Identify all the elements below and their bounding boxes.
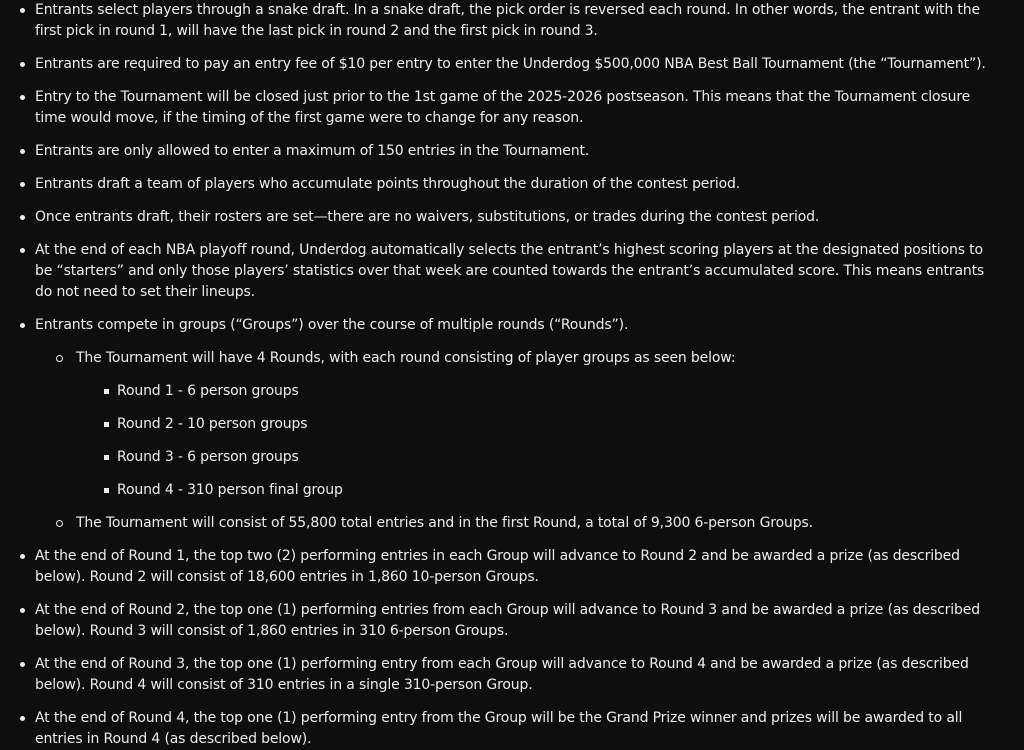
list-item bbox=[0, 708, 1024, 750]
list-item bbox=[0, 0, 1024, 42]
sublist-item-entries bbox=[35, 513, 994, 534]
round-4-item: Round 4 - 310 person final group bbox=[76, 480, 994, 501]
list-item bbox=[0, 54, 1024, 75]
list-item-text: Entrants compete in groups (“Groups”) over the course of multiple rounds (“Rounds”). bbox=[35, 317, 629, 333]
round-3-item: Round 3 - 6 person groups bbox=[76, 447, 994, 468]
list-item bbox=[0, 174, 1024, 195]
list-item bbox=[0, 87, 1024, 129]
sublist-item-text: The Tournament will consist of 55,800 total entries and in the first Round, a total of 9,300 6-person Groups. bbox=[76, 515, 813, 531]
list-item bbox=[0, 654, 1024, 696]
list-item-text: Once entrants draft, their rosters are set—there are no waivers, substitutions, or trades during the contest period. bbox=[35, 209, 820, 225]
rounds-sublist bbox=[76, 381, 994, 501]
list-item-text: At the end of Round 2, the top one (1) performing entries from each Group will advance to Round 3 and be awarded a prize (as described below). Round 3 will consist of 1,860 entries in 310 6-person Groups. bbox=[35, 602, 980, 639]
list-item bbox=[0, 207, 1024, 228]
sublist-item-rounds bbox=[35, 348, 994, 501]
list-item-text: At the end of Round 4, the top one (1) performing entry from the Group will be the Grand Prize winner and prizes will be awarded to all entries in Round 4 (as described below). bbox=[35, 710, 963, 747]
list-item-text: Entrants are only allowed to enter a maximum of 150 entries in the Tournament. bbox=[35, 143, 590, 159]
list-item-text: Entrants are required to pay an entry fee of $10 per entry to enter the Underdog $500,000 NBA Best Ball Tournament (the “Tournament”). bbox=[35, 56, 986, 72]
round-1-item: Round 1 - 6 person groups bbox=[76, 381, 994, 402]
list-item bbox=[0, 546, 1024, 588]
list-item-text: At the end of each NBA playoff round, Underdog automatically selects the entrant’s highest scoring players at the designated positions to be “starters” and only those players’ statistics over that week are counted towards the entrant’s accumulated score. This means entrants do not need to set their lineups. bbox=[35, 242, 985, 300]
list-item-text: Entrants select players through a snake draft. In a snake draft, the pick order is reversed each round. In other words, the entrant with the first pick in round 1, will have the last pick in round 2 and the first pick in round 3. bbox=[35, 2, 980, 39]
round-2-item: Round 2 - 10 person groups bbox=[76, 414, 994, 435]
list-item-text: At the end of Round 3, the top one (1) performing entry from each Group will advance to Round 4 and be awarded a prize (as described below). Round 4 will consist of 310 entries in a single 310-person Group. bbox=[35, 656, 969, 693]
list-item-text: Entrants draft a team of players who accumulate points throughout the duration of the contest period. bbox=[35, 176, 741, 192]
list-item bbox=[0, 240, 1024, 303]
groups-sublist bbox=[35, 348, 994, 534]
list-item bbox=[0, 600, 1024, 642]
sublist-item-text: The Tournament will have 4 Rounds, with each round consisting of player groups as seen below: bbox=[76, 350, 736, 366]
list-item-groups bbox=[0, 315, 1024, 534]
list-item-text: Entry to the Tournament will be closed just prior to the 1st game of the 2025-2026 postseason. This means that the Tournament closure time would move, if the timing of the first game were to change for any reason. bbox=[35, 89, 971, 126]
list-item bbox=[0, 141, 1024, 162]
list-item-text: At the end of Round 1, the top two (2) performing entries in each Group will advance to Round 2 and be awarded a prize (as described below). Round 2 will consist of 18,600 entries in 1,860 10-person Groups. bbox=[35, 548, 960, 585]
